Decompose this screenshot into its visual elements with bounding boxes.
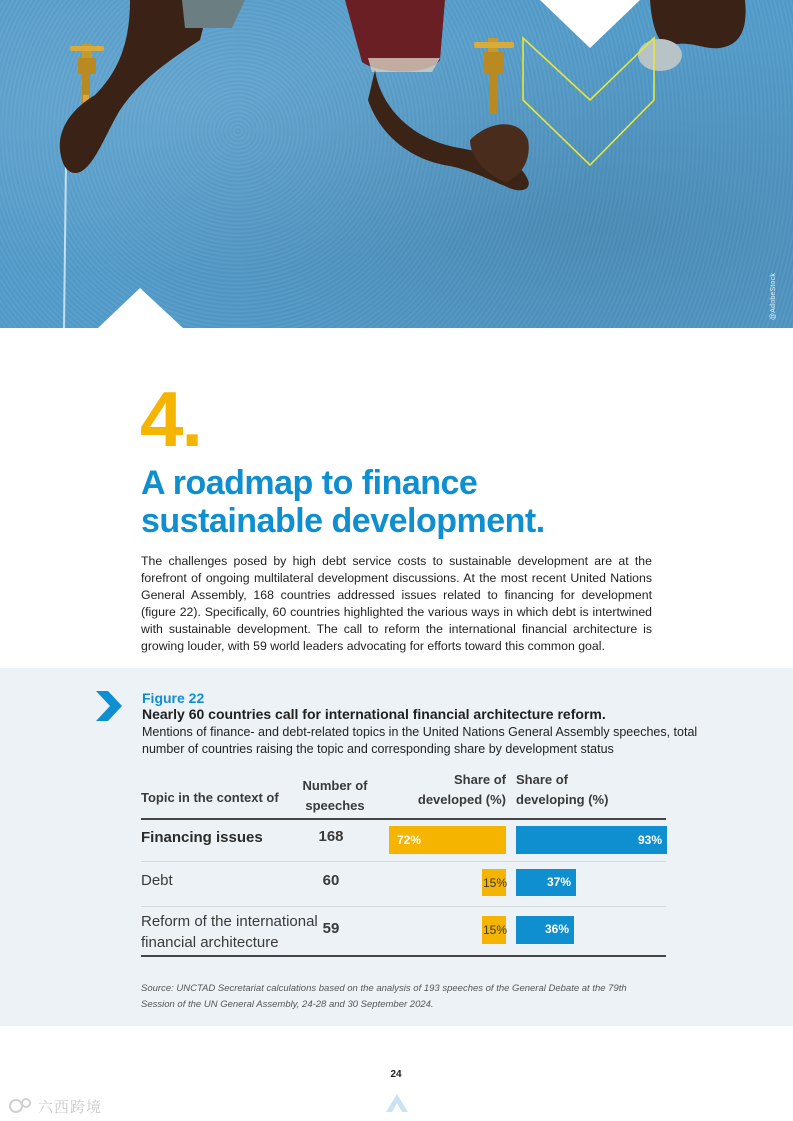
label-developed-debt: 15%: [483, 876, 508, 890]
chapter-title-line-1: A roadmap to finance: [141, 464, 478, 502]
label-developing-reform: 36%: [544, 922, 569, 936]
header-developed-line-1: Share of: [453, 772, 506, 787]
row-topic-reform-line-1: Reform of the international: [141, 913, 318, 930]
row-divider: [141, 861, 666, 862]
row-topic-reform: [141, 911, 318, 953]
left-sleeve: [182, 0, 245, 28]
header-speeches: [300, 776, 370, 816]
top-triangle: [540, 0, 640, 48]
left-hand: [0, 0, 210, 173]
figure-source: Source: UNCTAD Secretariat calculations based on the analysis of 193 speeches of the General Debate at the 79th Session of the UN General Assembly, 24-28 and 30 September 2024.: [141, 983, 627, 1010]
figure-label: Figure 22: [142, 690, 205, 706]
row-topic-reform-line-2: financial architecture: [141, 934, 279, 951]
row-divider: [141, 906, 666, 907]
row-topic-financing: Financing issues: [141, 829, 263, 846]
row-speeches-financing: 168: [318, 828, 344, 845]
photo-credit: @AdobeStock: [770, 272, 777, 320]
table-bottom-rule: [141, 955, 666, 957]
hero-photo: [0, 0, 793, 328]
header-developed-line-2: developed (%): [417, 792, 506, 807]
figure-title: Nearly 60 countries call for international financial architecture reform.: [142, 706, 606, 722]
header-rule: [141, 818, 666, 820]
watermark-logo-icon: [8, 1095, 36, 1117]
water-stream: [64, 160, 66, 328]
cup: [638, 39, 682, 71]
watermark-text: 六西跨境: [38, 1099, 103, 1116]
header-developing: [516, 770, 626, 810]
bottom-triangle: [98, 288, 183, 328]
row-speeches-reform: 59: [322, 920, 340, 937]
figure-subtitle: Mentions of finance- and debt-related topics in the United Nations General Assembly speeches, total number of countries raising the topic and corresponding share by development status: [142, 725, 698, 756]
chapter-title-line-2: sustainable development.: [141, 502, 545, 540]
chapter-number: 4.: [140, 375, 202, 463]
label-developing-financing: 93%: [637, 833, 662, 847]
header-developed: [400, 770, 506, 810]
header-developing-line-2: developing (%): [516, 792, 609, 807]
label-developing-debt: 37%: [546, 875, 571, 889]
header-speeches-line-1: Number of: [302, 778, 368, 793]
label-developed-reform: 15%: [483, 923, 508, 937]
hero-illustration: [0, 0, 793, 328]
row-topic-debt: Debt: [141, 872, 173, 889]
back-to-top-icon[interactable]: [384, 1088, 410, 1114]
page-number: 24: [390, 1069, 402, 1080]
center-faucet: [474, 38, 514, 114]
header-topic: Topic in the context of: [141, 790, 279, 805]
chapter-title: [141, 464, 701, 540]
row-speeches-debt: 60: [322, 872, 340, 889]
header-speeches-line-2: speeches: [305, 798, 365, 813]
intro-paragraph: The challenges posed by high debt service costs to sustainable development are at the forefront of ongoing multilateral development discussions. At the most recent United Nations General Assembly, 168 countries addressed issues related to financing for development (figure 22). Specifically, 60 countries highlighted the various ways in which debt is intertwined with sustainable development. The call to reform the international financial architecture is growing louder, with 59 world leaders advocating for efforts toward this common goal.: [141, 554, 652, 653]
header-developing-line-1: Share of: [516, 772, 569, 787]
label-developed-financing: 72%: [397, 833, 422, 847]
figure-chevron-icon: [96, 691, 124, 721]
chevron-outline: [523, 38, 654, 165]
